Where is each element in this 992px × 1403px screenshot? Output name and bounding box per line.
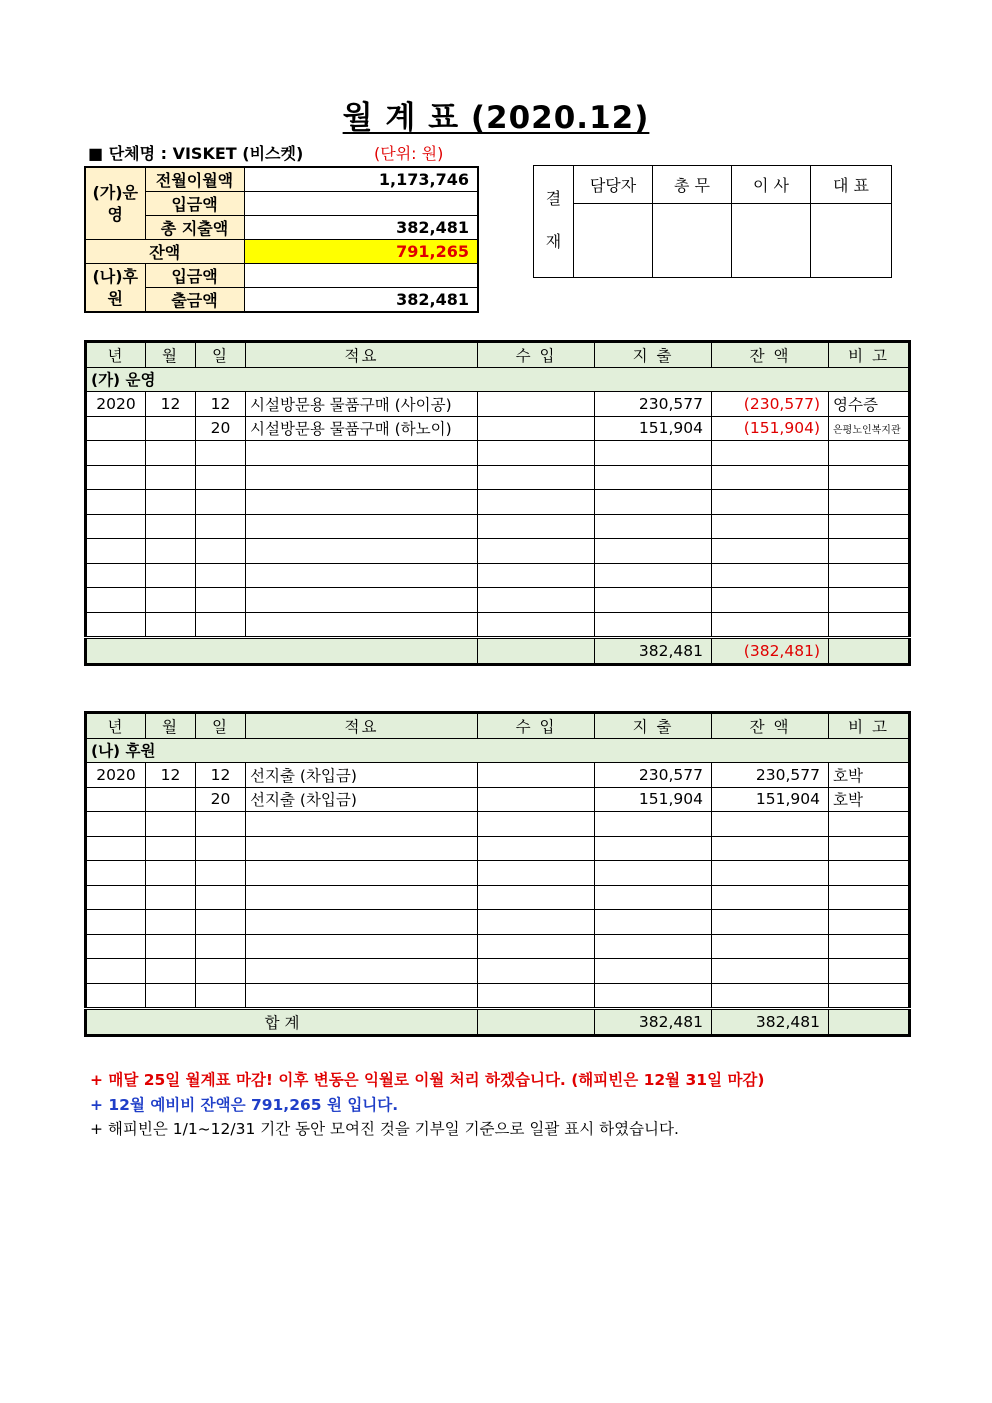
cell-income: [478, 861, 595, 886]
cell-expense: [595, 836, 712, 861]
cell-balance: [712, 588, 829, 613]
cell-desc: [246, 836, 478, 861]
table-row: [86, 763, 910, 788]
cell-year: [86, 416, 146, 441]
cell-month: [146, 588, 196, 613]
cell-income: [478, 465, 595, 490]
cell-month: [146, 441, 196, 466]
cell-month: 12: [146, 392, 196, 417]
cell-income: [478, 539, 595, 564]
cell-expense: [595, 612, 712, 638]
cell-income: [478, 392, 595, 417]
role-ceo: 대 표: [811, 166, 892, 204]
sign-box-ceo: [811, 204, 892, 278]
empty-row: [86, 563, 910, 588]
note-deadline: + 매달 25일 월계표 마감! 이후 변동은 익월로 이월 처리 하겠습니다. (해피빈은 12월 31일 마감): [90, 1071, 765, 1089]
total-row: [86, 638, 910, 665]
cell-note: 영수증: [829, 392, 910, 417]
cell-day: [196, 861, 246, 886]
cell-desc: 선지출 (차입금): [246, 787, 478, 812]
sign-box-treasurer: [653, 204, 732, 278]
cell-desc: 시설방문용 물품구매 (하노이): [246, 416, 478, 441]
cell-note: [829, 983, 910, 1009]
cell-balance: [712, 539, 829, 564]
cell-expense: [595, 983, 712, 1009]
cell-expense: [595, 861, 712, 886]
cell-day: [196, 836, 246, 861]
cell-day: [196, 465, 246, 490]
cell-note: [829, 539, 910, 564]
cell-income: [478, 563, 595, 588]
cell-year: [86, 812, 146, 837]
cell-income: [478, 983, 595, 1009]
cell-note: [829, 465, 910, 490]
cell-note: [829, 885, 910, 910]
empty-row: [86, 983, 910, 1009]
cell-balance: [712, 861, 829, 886]
cell-day: 20: [196, 416, 246, 441]
ledger-header-cell: 지 출: [595, 342, 712, 368]
cell-desc: [246, 490, 478, 515]
note-happybean: + 해피빈은 1/1~12/31 기간 동안 모여진 것을 기부일 기준으로 일괄 표시 하였습니다.: [90, 1120, 679, 1138]
cell-balance: [712, 441, 829, 466]
cell-income: [478, 416, 595, 441]
empty-row: [86, 885, 910, 910]
cell-expense: [595, 490, 712, 515]
cell-day: [196, 934, 246, 959]
ledger-section-row: [86, 367, 910, 392]
cell-income: [478, 441, 595, 466]
ledger-header-cell: 월: [146, 713, 196, 739]
cell-expense: [595, 885, 712, 910]
cell-note: [829, 563, 910, 588]
cell-desc: [246, 861, 478, 886]
cell-desc: [246, 539, 478, 564]
cell-month: [146, 490, 196, 515]
total-expense: 382,481: [595, 638, 712, 665]
cell-day: 12: [196, 392, 246, 417]
ledger-header-cell: 일: [196, 342, 246, 368]
group-a-label: (가)운영: [85, 167, 145, 240]
cell-month: [146, 959, 196, 984]
balance-label: 잔액: [85, 240, 244, 264]
cell-income: [478, 836, 595, 861]
cell-expense: [595, 465, 712, 490]
cell-desc: [246, 514, 478, 539]
deposit-label: 입금액: [145, 192, 244, 216]
cell-day: [196, 490, 246, 515]
cell-year: [86, 910, 146, 935]
cell-desc: [246, 588, 478, 613]
cell-day: [196, 588, 246, 613]
cell-note: [829, 934, 910, 959]
total-expense-value: 382,481: [244, 216, 478, 240]
cell-expense: [595, 812, 712, 837]
cell-balance: [712, 836, 829, 861]
cell-desc: [246, 812, 478, 837]
cell-expense: [595, 539, 712, 564]
cell-month: [146, 514, 196, 539]
cell-expense: [595, 441, 712, 466]
total-label: [86, 638, 478, 665]
cell-desc: [246, 563, 478, 588]
cell-year: [86, 441, 146, 466]
empty-row: [86, 490, 910, 515]
cell-balance: 230,577: [712, 763, 829, 788]
cell-year: 2020: [86, 392, 146, 417]
cell-desc: [246, 612, 478, 638]
cell-balance: [712, 983, 829, 1009]
cell-note: 은평노인복지관: [829, 416, 910, 441]
total-income: [478, 638, 595, 665]
cell-expense: 230,577: [595, 763, 712, 788]
cell-income: [478, 910, 595, 935]
cell-day: [196, 983, 246, 1009]
cell-desc: [246, 959, 478, 984]
ledger-section-title: (가) 운영: [86, 367, 910, 392]
empty-row: [86, 441, 910, 466]
cell-balance: [712, 465, 829, 490]
cell-year: [86, 612, 146, 638]
cell-month: [146, 812, 196, 837]
ledger-section-row: [86, 738, 910, 763]
summary-table: [84, 166, 479, 313]
cell-balance: [712, 812, 829, 837]
cell-year: [86, 514, 146, 539]
empty-row: [86, 612, 910, 638]
cell-expense: [595, 514, 712, 539]
cell-note: [829, 514, 910, 539]
cell-income: [478, 490, 595, 515]
cell-day: [196, 441, 246, 466]
sign-box-director: [732, 204, 811, 278]
cell-day: [196, 885, 246, 910]
cell-income: [478, 612, 595, 638]
sign-box-staff: [574, 204, 653, 278]
ledger-section-title: (나) 후원: [86, 738, 910, 763]
cell-balance: [712, 959, 829, 984]
cell-balance: 151,904: [712, 787, 829, 812]
cell-month: [146, 787, 196, 812]
cell-note: [829, 861, 910, 886]
cell-year: [86, 861, 146, 886]
ledger-donation: [84, 711, 911, 1037]
cell-month: [146, 885, 196, 910]
cell-year: 2020: [86, 763, 146, 788]
empty-row: [86, 465, 910, 490]
cell-note: [829, 836, 910, 861]
total-balance: 382,481: [712, 1009, 829, 1036]
prev-carryover-value: 1,173,746: [244, 167, 478, 192]
deposit-value: [244, 192, 478, 216]
cell-desc: [246, 910, 478, 935]
cell-balance: [712, 885, 829, 910]
page-title: 월 계 표 (2020.12): [342, 100, 650, 136]
ledger-header-cell: 적요: [246, 713, 478, 739]
cell-expense: [595, 934, 712, 959]
cell-balance: [712, 563, 829, 588]
cell-note: [829, 812, 910, 837]
unit-label: (단위: 원): [374, 144, 444, 163]
cell-month: [146, 934, 196, 959]
cell-income: [478, 514, 595, 539]
total-note: [829, 1009, 910, 1036]
role-director: 이 사: [732, 166, 811, 204]
cell-desc: 시설방문용 물품구매 (사이공): [246, 392, 478, 417]
cell-desc: [246, 983, 478, 1009]
cell-day: [196, 612, 246, 638]
cell-year: [86, 983, 146, 1009]
ledger-header-row: [86, 713, 910, 739]
cell-note: [829, 490, 910, 515]
cell-year: [86, 787, 146, 812]
cell-day: 20: [196, 787, 246, 812]
empty-row: [86, 959, 910, 984]
total-income: [478, 1009, 595, 1036]
cell-year: [86, 836, 146, 861]
cell-year: [86, 959, 146, 984]
cell-month: [146, 539, 196, 564]
cell-day: [196, 539, 246, 564]
ledger-header-row: [86, 342, 910, 368]
cell-month: 12: [146, 763, 196, 788]
empty-row: [86, 836, 910, 861]
cell-day: [196, 959, 246, 984]
cell-month: [146, 861, 196, 886]
cell-balance: [712, 490, 829, 515]
approval-side-bottom: 재: [545, 232, 562, 251]
cell-expense: 151,904: [595, 787, 712, 812]
cell-income: [478, 959, 595, 984]
cell-note: [829, 959, 910, 984]
organization-name: ■ 단체명 : VISKET (비스켓): [88, 144, 304, 163]
cell-day: 12: [196, 763, 246, 788]
table-row: [86, 392, 910, 417]
ledger-operation: [84, 340, 911, 666]
table-row: [86, 787, 910, 812]
role-staff: 담당자: [574, 166, 653, 204]
cell-year: [86, 934, 146, 959]
cell-year: [86, 563, 146, 588]
cell-note: [829, 612, 910, 638]
cell-desc: [246, 465, 478, 490]
ledger-header-cell: 수 입: [478, 342, 595, 368]
cell-balance: [712, 934, 829, 959]
balance-value: 791,265: [244, 240, 478, 264]
cell-income: [478, 885, 595, 910]
cell-expense: [595, 588, 712, 613]
cell-balance: (230,577): [712, 392, 829, 417]
cell-year: [86, 885, 146, 910]
cell-expense: 151,904: [595, 416, 712, 441]
cell-balance: (151,904): [712, 416, 829, 441]
cell-month: [146, 563, 196, 588]
ledger-header-cell: 적요: [246, 342, 478, 368]
cell-year: [86, 490, 146, 515]
empty-row: [86, 539, 910, 564]
approval-box: [533, 165, 892, 278]
total-note: [829, 638, 910, 665]
ledger-header-cell: 지 출: [595, 713, 712, 739]
cell-expense: [595, 959, 712, 984]
donation-deposit-value: [244, 264, 478, 288]
cell-month: [146, 612, 196, 638]
cell-expense: 230,577: [595, 392, 712, 417]
total-label: 합 계: [86, 1009, 478, 1036]
cell-day: [196, 812, 246, 837]
ledger-header-cell: 년: [86, 342, 146, 368]
cell-note: [829, 441, 910, 466]
cell-month: [146, 983, 196, 1009]
withdrawal-label: 출금액: [145, 288, 244, 313]
cell-year: [86, 465, 146, 490]
approval-side-label: [534, 166, 574, 278]
cell-balance: [712, 514, 829, 539]
empty-row: [86, 861, 910, 886]
cell-note: 호박: [829, 787, 910, 812]
cell-month: [146, 910, 196, 935]
ledger-header-cell: 수 입: [478, 713, 595, 739]
ledger-header-cell: 잔 액: [712, 342, 829, 368]
cell-day: [196, 563, 246, 588]
table-row: [86, 416, 910, 441]
total-expense-label: 총 지출액: [145, 216, 244, 240]
cell-month: [146, 836, 196, 861]
empty-row: [86, 934, 910, 959]
note-reserve-balance: + 12월 예비비 잔액은 791,265 원 입니다.: [90, 1096, 399, 1114]
prev-carryover-label: 전월이월액: [145, 167, 244, 192]
cell-month: [146, 465, 196, 490]
total-row: [86, 1009, 910, 1036]
cell-note: [829, 910, 910, 935]
cell-month: [146, 416, 196, 441]
cell-income: [478, 763, 595, 788]
ledger-header-cell: 일: [196, 713, 246, 739]
cell-note: 호박: [829, 763, 910, 788]
cell-expense: [595, 563, 712, 588]
cell-income: [478, 588, 595, 613]
donation-deposit-label: 입금액: [145, 264, 244, 288]
ledger-header-cell: 월: [146, 342, 196, 368]
cell-day: [196, 514, 246, 539]
cell-year: [86, 539, 146, 564]
role-treasurer: 총 무: [653, 166, 732, 204]
total-expense: 382,481: [595, 1009, 712, 1036]
cell-expense: [595, 910, 712, 935]
cell-desc: [246, 885, 478, 910]
empty-row: [86, 910, 910, 935]
group-b-label: (나)후원: [85, 264, 145, 313]
total-balance: (382,481): [712, 638, 829, 665]
cell-year: [86, 588, 146, 613]
cell-desc: [246, 934, 478, 959]
empty-row: [86, 812, 910, 837]
cell-income: [478, 787, 595, 812]
cell-balance: [712, 612, 829, 638]
cell-desc: [246, 441, 478, 466]
ledger-header-cell: 비 고: [829, 342, 910, 368]
cell-day: [196, 910, 246, 935]
empty-row: [86, 514, 910, 539]
cell-balance: [712, 910, 829, 935]
ledger-header-cell: 년: [86, 713, 146, 739]
withdrawal-value: 382,481: [244, 288, 478, 313]
ledger-header-cell: 잔 액: [712, 713, 829, 739]
ledger-header-cell: 비 고: [829, 713, 910, 739]
empty-row: [86, 588, 910, 613]
cell-income: [478, 812, 595, 837]
cell-note: [829, 588, 910, 613]
approval-side-top: 결: [545, 189, 562, 208]
cell-desc: 선지출 (차입금): [246, 763, 478, 788]
cell-income: [478, 934, 595, 959]
